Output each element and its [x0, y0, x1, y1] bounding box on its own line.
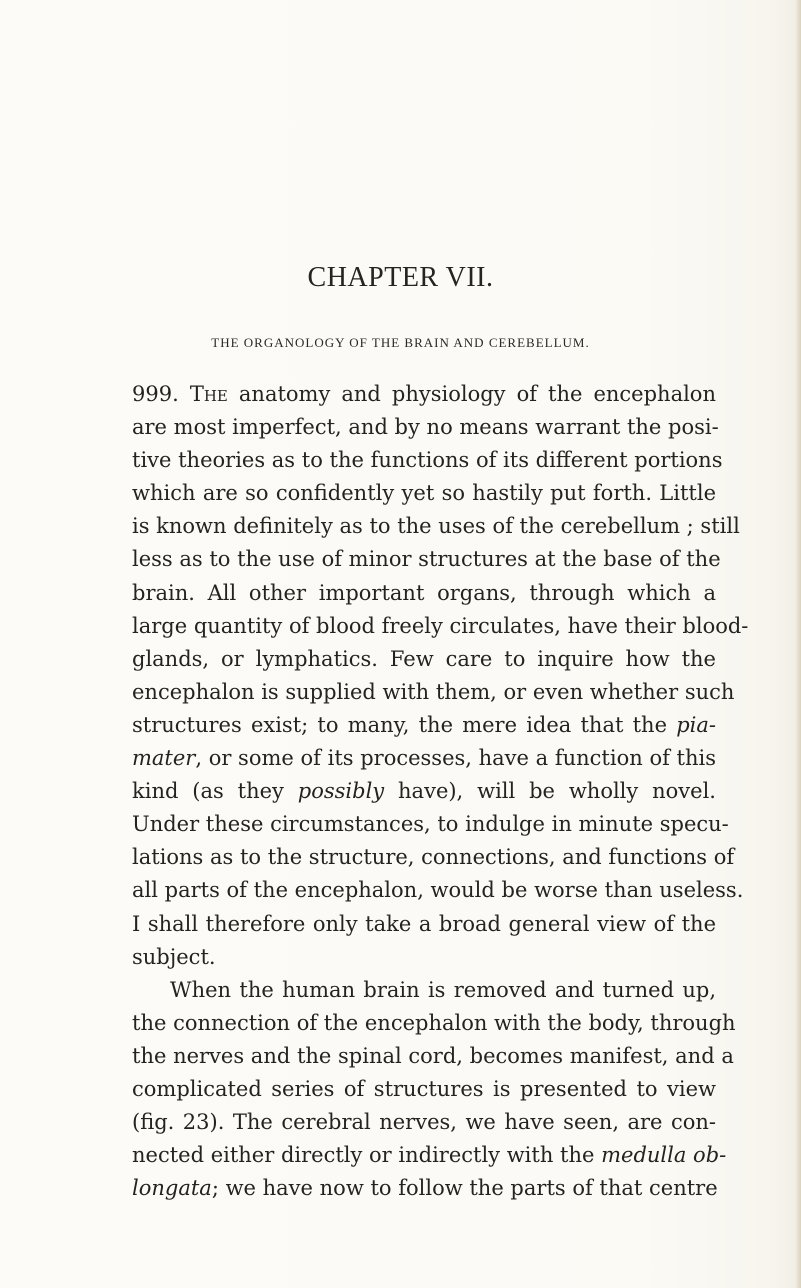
text-line: mater, or some of its processes, have a function of this [132, 746, 716, 771]
text-line: are most imperfect, and by no means warrant the posi- [132, 415, 719, 440]
chapter-title: CHAPTER VII. [307, 262, 494, 293]
body-text [132, 378, 749, 1205]
text-line: When the human brain is removed and turned up, [170, 977, 716, 1002]
text-line: tive theories as to the functions of its different portions [132, 448, 723, 473]
text-line: nected either directly or indirectly with the medulla ob- [132, 1143, 727, 1168]
text-line: structures exist; to many, the mere idea that the pia- [132, 712, 716, 737]
text-line: encephalon is supplied with them, or even whether such [132, 679, 735, 704]
text-line: less as to the use of minor structures at the base of the [132, 547, 721, 572]
text-line: large quantity of blood freely circulates, have their blood- [132, 613, 749, 638]
text-line: which are so confidently yet so hastily put forth. Little [132, 481, 716, 506]
text-line: lations as to the structure, connections, and functions of [132, 845, 735, 870]
text-line: Under these circumstances, to indulge in minute specu- [132, 812, 729, 837]
italic-term: mater [132, 746, 196, 771]
italic-term: longata [132, 1176, 212, 1201]
text-line: the connection of the encephalon with the body, through [132, 1010, 736, 1035]
text-line: subject. [132, 944, 216, 969]
paragraph-number: 999. [132, 382, 179, 406]
text-line: (fig. 23). The cerebral nerves, we have seen, are con- [132, 1110, 716, 1135]
text-line: is known definitely as to the uses of the cerebellum ; still [132, 514, 740, 539]
page-edge-shadow [795, 0, 801, 1288]
text-line: glands, or lymphatics. Few care to inquire how the [132, 646, 716, 671]
text-line: all parts of the encephalon, would be worse than useless. [132, 878, 744, 903]
lead-word: The [189, 382, 228, 406]
text-line: 999. The anatomy and physiology of the encephalon [132, 382, 716, 406]
text-line: I shall therefore only take a broad general view of the [132, 911, 716, 936]
italic-term: medulla ob- [601, 1143, 727, 1168]
text-line: longata; we have now to follow the parts of that centre [132, 1176, 718, 1201]
text-line: complicated series of structures is presented to view [132, 1076, 716, 1101]
text-line: the nerves and the spinal cord, becomes manifest, and a [132, 1043, 734, 1068]
italic-term: possibly [297, 779, 385, 804]
text-line: kind (as they possibly have), will be wholly novel. [132, 779, 716, 804]
section-title: THE ORGANOLOGY OF THE BRAIN AND CEREBELLUM. [211, 335, 590, 350]
italic-term: pia- [676, 712, 716, 737]
text-line: brain. All other important organs, through which a [132, 580, 716, 605]
